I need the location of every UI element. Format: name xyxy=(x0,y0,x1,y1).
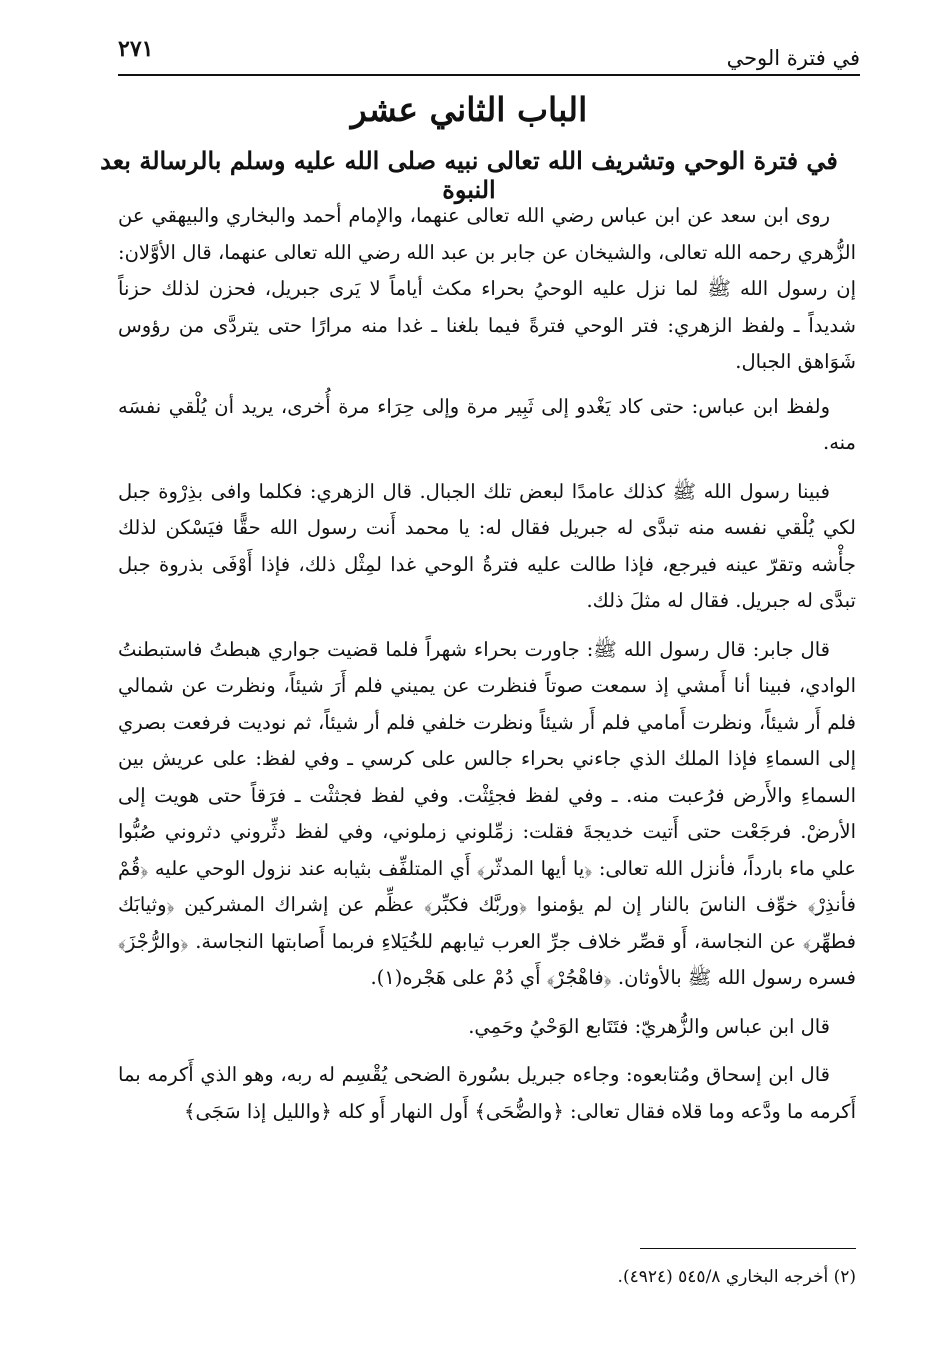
paragraph: قال جابر: قال رسول الله ﷺ: جاورت بحراء شهراً فلما قضيت جواري هبطتُ فاستبطنتُ الوادي، فبينا أنا أَمشي إذ سمعت صوتاً فنظرت عن يميني فلم أَرَ شيئاً، ونظرت عن شمالي فلم أَر شيئاً، ونظرت أَمامي فلم أَر شيئاً ونظرت خلفي فلم أر شيئاً، ثم نوديت فرفعت بصري إلى السماءِ فإذا الملك الذي جاءني بحراء جالس على كرسي ـ وفي لفظ: على عريش بين السماءِ والأَرض فرُعبت منه. ـ وفي لفظ فجئِثْت. وفي لفظ فجثثْت ـ فرَقاً حتى هويت إلى الأرضْ. فرجَعْت حتى أَتيت خديجةَ فقلت: زمِّلوني زملوني، وفي لفظ دثِّروني دثروني صُبُّوا علي ماء بارداً، فأنزل الله تعالى: ﴿يا أيها المدثّر﴾ أَي المتلفِّف بثيابه عند نزول الوحي عليه ﴿قُمْ فأنذِرْ﴾ خوِّف الناسَ بالنار إن لم يؤمنوا ﴿وربَّك فكبِّر﴾ عظِّم عن إشراك المشركين ﴿وثيابَك فطهِّر﴾ عن النجاسة، أَو قصِّر خلاف جرِّ العرب ثيابهم للخُيَلاءِ فربما أَصابتها النجاسة. ﴿والرُّجْزَ﴾ فسره رسول الله ﷺ بالأوثان. ﴿فاهْجُرْ﴾ أَي دُمْ على هَجْره(١). xyxy=(118,637,856,989)
running-title: في فترة الوحي xyxy=(726,46,860,70)
footnote: (٢) أخرجه البخاري ٥٤٥/٨ (٤٩٢٤). xyxy=(617,1267,856,1287)
paragraph: فبينا رسول الله ﷺ كذلك عامدًا لبعض تلك الجبال. قال الزهري: فكلما وافى بذِرْوة جبل لكي يُلْقي نفسه منه تبدَّى له جبريل فقال له: يا محمد أَنت رسول الله حقًّا فيَسْكن لذلك جأْشه وتقرّ عينه فيرجع، فإذا طالت عليه فترةُ الوحي غدا لمِثْل ذلك، فإذا أَوْفَى بذروة جبل تبدَّى له جبريل. فقال له مثلَ ذلك. xyxy=(118,479,856,612)
paragraph: ولفظ ابن عباس: حتى كاد يَغْدو إلى ثَبِير مرة وإلى حِرَاء مرة أُخرى، يريد أن يُلْقي نفسَه منه. xyxy=(118,394,856,454)
paragraph: قال ابن عباس والزُّهريّ: فتَتَابع الوَحْيُ وحَمِي. xyxy=(468,1014,830,1038)
running-header xyxy=(118,34,860,72)
chapter-subtitle: في فترة الوحي وتشريف الله تعالى نبيه صلى الله عليه وسلم بالرسالة بعد النبوة xyxy=(100,146,838,204)
paragraph: قال ابن إسحاق ومُتابعوه: وجاءه جبريل بسُورة الضحى يُقْسِم له ربه، وهو الذي أَكرمه بما أَكرمه ما ودَّعه وما قلاه فقال تعالى: ﴿والضُّحَى﴾ أَول النهار أَو كله ﴿والليل إذا سَجَى﴾ xyxy=(118,1063,856,1123)
paragraph: روى ابن سعد عن ابن عباس رضي الله تعالى عنهما، والإمام أحمد والبخاري والبيهقي عن الزُّهري رحمه الله تعالى، والشيخان عن جابر بن عبد الله رضي الله تعالى عنهما، قال الأوَّلان: إن رسول الله ﷺ لما نزل عليه الوحيُ بحراء مكث أياماً لا يَرى جبريل، فحزن لذلك حزناً شديداً ـ ولفظ الزهري: فتر الوحي فترةً فيما بلغنا ـ غدا منه مرارًا حتى يتردَّى من رؤوس شَوَاهق الجبال. xyxy=(118,204,856,373)
header-divider xyxy=(118,74,860,76)
chapter-title: الباب الثاني عشر xyxy=(350,90,588,129)
body-text xyxy=(118,198,856,1142)
page-number: ٢٧١ xyxy=(118,36,154,62)
footnote-divider xyxy=(640,1248,856,1249)
